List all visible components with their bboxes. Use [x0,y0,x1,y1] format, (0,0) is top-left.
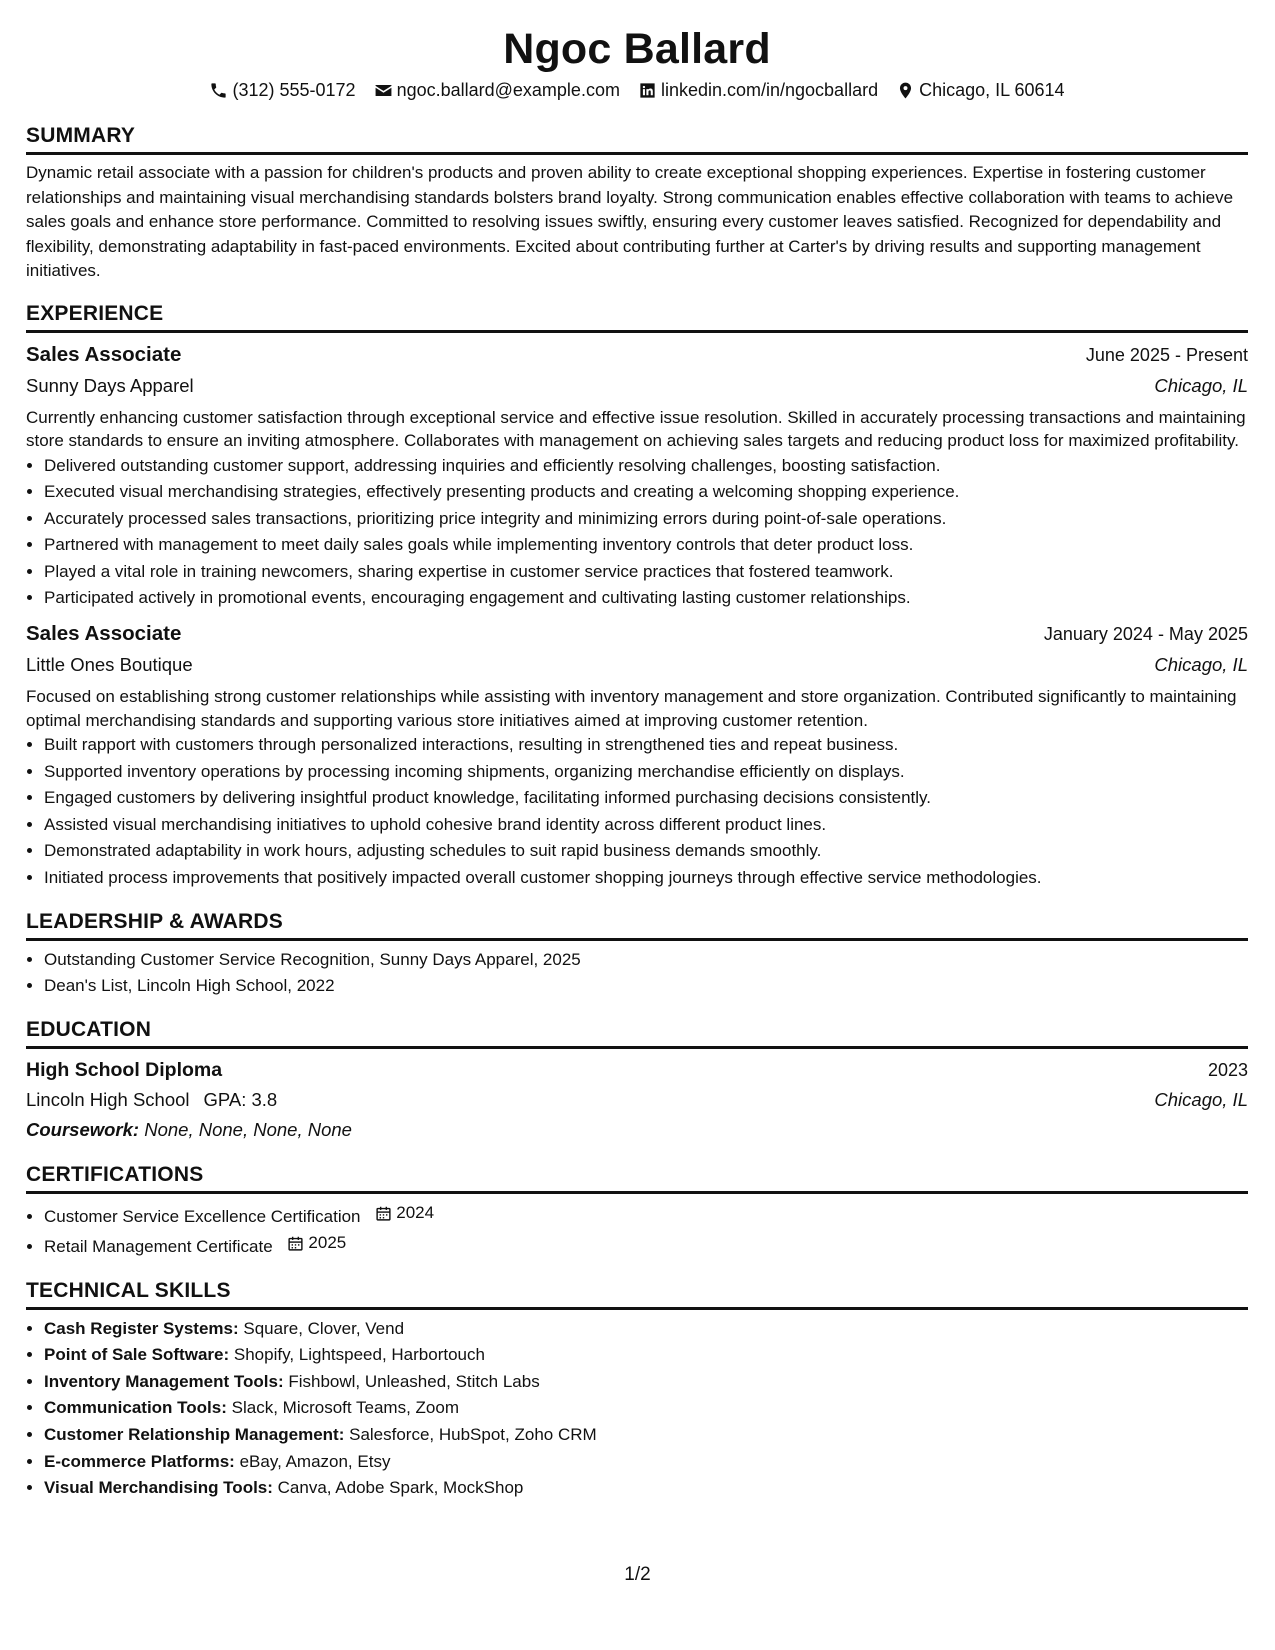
list-item: • Delivered outstanding customer support, addressing inquiries and efficiently resolving challenges, boosting satisfaction. [44,453,1248,480]
page-number: 1/2 [624,1564,651,1585]
cert-year: 2025 [308,1233,347,1253]
awards-list [26,947,1248,1000]
contact-bar [26,78,1248,102]
contact-linkedin[interactable] [638,78,878,102]
skill-value: Salesforce, HubSpot, Zoho CRM [349,1424,597,1444]
cert-year: 2024 [396,1202,435,1222]
phone-text: (312) 555-0172 [232,80,356,100]
job-bullets [26,732,1248,892]
coursework-label: Coursework: [26,1118,140,1140]
envelope-icon [374,81,393,100]
list-item [44,1200,1248,1230]
list-item [44,1475,1248,1502]
email-link[interactable]: ngoc.ballard@example.com [396,80,620,100]
skill-label: Communication Tools: [44,1398,227,1418]
education-degree: High School Diploma [26,1058,223,1081]
awards-section [26,908,1248,1000]
certifications-section [26,1161,1248,1261]
section-title-certifications: CERTIFICATIONS [26,1161,1248,1194]
certifications-list [26,1200,1248,1261]
list-item: • Dean's List, Lincoln High School, 2022 [44,973,1248,1000]
education-location: Chicago, IL [1154,1088,1248,1110]
section-title-skills: TECHNICAL SKILLS [26,1277,1248,1310]
phone-icon [209,81,228,100]
map-pin-icon [896,81,915,100]
list-item: • Partnered with management to meet daily sales goals while implementing inventory controls that deter product loss. [44,532,1248,559]
skill-value: Square, Clover, Vend [243,1318,405,1338]
cert-date [375,1200,434,1227]
skill-label: E-commerce Platforms: [44,1451,235,1471]
job-subheader [26,650,1248,680]
calendar-icon [375,1205,392,1222]
job-subheader [26,371,1248,401]
coursework-value: None, None, None, None [144,1118,352,1140]
location-text: Chicago, IL 60614 [919,80,1065,100]
cert-name: Retail Management Certificate [44,1237,273,1256]
list-item [44,1230,1248,1260]
list-item: • Played a vital role in training newcomers, sharing expertise in customer service practices that fostered teamwork. [44,559,1248,586]
education-section [26,1016,1248,1145]
job-location: Chicago, IL [1154,374,1248,396]
skill-value: Fishbowl, Unleashed, Stitch Labs [288,1371,540,1391]
education-gpa: GPA: 3.8 [203,1088,278,1110]
summary-text: Dynamic retail associate with a passion for children's products and proven ability to create exceptional shopping experiences. Expertise in fostering customer relationships and maintaining visual merchandising standards bolsters brand loyalty. Strong communication enables effective collaboration with teams to achieve sales goals and enhance store performance. Committed to resolving issues swiftly, ensuring every customer leaves satisfied. Recognized for dependability and flexibility, demonstrating adaptability in fast-paced environments. Excited about contributing further at Carter's by driving results and supporting management initiatives. [26,163,1234,280]
job-description: Currently enhancing customer satisfaction through exceptional service and effective issue resolution. Skilled in accurately processing transactions and maintaining store standards to ensure an inviting atmosphere. Collaborates with management on achieving sales targets and reducing product loss for maximized profitability. [26,407,1246,450]
list-item [44,1369,1248,1396]
list-item [44,1422,1248,1449]
job-location: Chicago, IL [1154,654,1248,676]
job-dates: January 2024 - May 2025 [1043,624,1248,645]
skill-value: Slack, Microsoft Teams, Zoom [231,1398,459,1418]
linkedin-icon [638,81,657,100]
list-item: • Executed visual merchandising strategies, effectively presenting products and creating a welcoming shopping experience. [44,479,1248,506]
linkedin-link[interactable]: linkedin.com/in/ngocballard [660,80,879,100]
contact-phone [209,78,355,102]
skill-label: Visual Merchandising Tools: [44,1478,273,1498]
summary-section [26,122,1248,284]
list-item: • Assisted visual merchandising initiatives to uphold cohesive brand identity across different product lines. [44,812,1248,839]
job-title: Sales Associate [26,342,182,366]
list-item: • Participated actively in promotional events, encouraging engagement and cultivating lasting customer relationships. [44,585,1248,612]
list-item: • Built rapport with customers through personalized interactions, resulting in strengthened ties and repeat business. [44,732,1248,759]
skill-label: Customer Relationship Management: [44,1424,345,1444]
skill-value: Canva, Adobe Spark, MockShop [277,1478,524,1498]
job-bullets [26,453,1248,613]
list-item: • Accurately processed sales transactions, prioritizing price integrity and minimizing errors during point-of-sale operations. [44,506,1248,533]
job-header [26,618,1248,650]
calendar-icon [287,1235,304,1252]
list-item: • Outstanding Customer Service Recognition, Sunny Days Apparel, 2025 [44,947,1248,974]
experience-section [26,300,1248,892]
list-item: • Initiated process improvements that positively impacted overall customer shopping journeys through effective service methodologies. [44,865,1248,892]
job-entry [26,618,1248,892]
section-title-education: EDUCATION [26,1016,1248,1049]
skill-label: Point of Sale Software: [44,1345,230,1365]
skills-list [26,1316,1248,1502]
job-entry [26,339,1248,613]
section-title-awards: LEADERSHIP & AWARDS [26,908,1248,941]
list-item: • Demonstrated adaptability in work hours, adjusting schedules to suit rapid business demands smoothly. [44,838,1248,865]
job-description: Focused on establishing strong customer relationships while assisting with inventory management and store organization. Contributed significantly to maintaining optimal merchandising standards and supporting various store initiatives aimed at improving customer retention. [26,687,1237,730]
candidate-name: Ngoc Ballard [503,25,771,73]
education-year: 2023 [1207,1059,1248,1080]
job-title: Sales Associate [26,622,182,646]
cert-date [287,1230,346,1257]
list-item [44,1395,1248,1422]
list-item [44,1316,1248,1343]
education-school-line [26,1085,277,1115]
contact-email[interactable] [374,78,620,102]
section-title-summary: SUMMARY [26,122,1248,155]
skill-label: Inventory Management Tools: [44,1371,284,1391]
list-item [44,1449,1248,1476]
cert-name: Customer Service Excellence Certification [44,1206,361,1226]
education-header [26,1055,1248,1085]
education-school: Lincoln High School [26,1088,190,1110]
list-item: • Engaged customers by delivering insightful product knowledge, facilitating informed purchasing decisions consistently. [44,785,1248,812]
section-title-experience: EXPERIENCE [26,300,1248,333]
resume-page [26,0,1248,1502]
skill-value: Shopify, Lightspeed, Harbortouch [233,1345,485,1365]
skills-section [26,1277,1248,1502]
job-dates: June 2025 - Present [1085,344,1248,365]
job-company: Little Ones Boutique [26,654,193,676]
job-company: Sunny Days Apparel [26,374,194,396]
skill-label: Cash Register Systems: [44,1318,239,1338]
list-item: • Supported inventory operations by processing incoming shipments, organizing merchandise efficiently on displays. [44,759,1248,786]
education-subheader [26,1085,1248,1115]
job-header [26,339,1248,371]
skill-value: eBay, Amazon, Etsy [239,1451,391,1471]
list-item [44,1342,1248,1369]
coursework-line [26,1115,1248,1145]
contact-location [896,78,1064,102]
